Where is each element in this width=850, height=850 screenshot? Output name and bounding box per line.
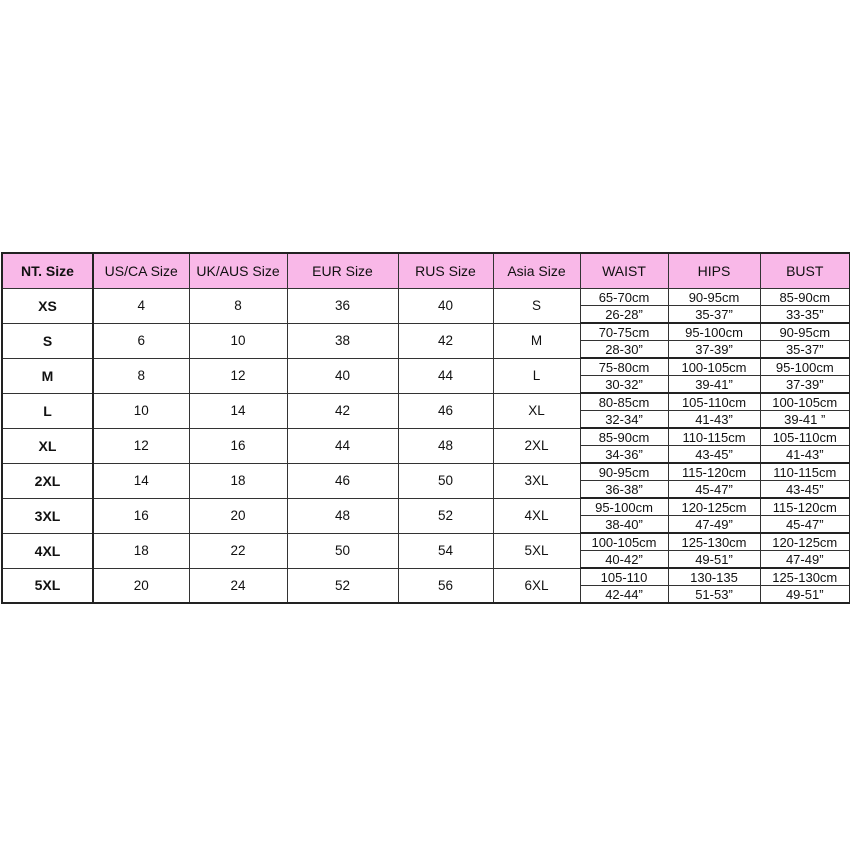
hips-in-cell: 35-37”: [668, 306, 760, 324]
asia-size-cell: 3XL: [493, 463, 580, 498]
nt-size-cell: 2XL: [2, 463, 93, 498]
header-waist: WAIST: [580, 253, 668, 289]
table-row: [2, 533, 850, 551]
eur-size-cell: 40: [287, 358, 398, 393]
nt-size-cell: L: [2, 393, 93, 428]
hips-in-cell: 37-39”: [668, 341, 760, 359]
table-row: [2, 428, 850, 446]
nt-size-cell: 4XL: [2, 533, 93, 568]
hips-in-cell: 47-49”: [668, 516, 760, 534]
waist-in-cell: 42-44”: [580, 586, 668, 604]
header-asia-size: Asia Size: [493, 253, 580, 289]
bust-cm-cell: 125-130cm: [760, 568, 850, 586]
table-body: [2, 289, 850, 604]
nt-size-cell: 5XL: [2, 568, 93, 603]
table-row: [2, 568, 850, 586]
table-row: [2, 289, 850, 306]
uk-aus-size-cell: 8: [189, 289, 287, 324]
us-ca-size-cell: 14: [93, 463, 189, 498]
bust-cm-cell: 110-115cm: [760, 463, 850, 481]
waist-in-cell: 40-42”: [580, 551, 668, 569]
bust-in-cell: 37-39”: [760, 376, 850, 394]
uk-aus-size-cell: 16: [189, 428, 287, 463]
hips-cm-cell: 115-120cm: [668, 463, 760, 481]
bust-cm-cell: 120-125cm: [760, 533, 850, 551]
hips-in-cell: 43-45”: [668, 446, 760, 464]
bust-in-cell: 33-35”: [760, 306, 850, 324]
bust-in-cell: 43-45”: [760, 481, 850, 499]
table-row: [2, 463, 850, 481]
asia-size-cell: 2XL: [493, 428, 580, 463]
uk-aus-size-cell: 18: [189, 463, 287, 498]
header-rus-size: RUS Size: [398, 253, 493, 289]
waist-cm-cell: 85-90cm: [580, 428, 668, 446]
waist-cm-cell: 100-105cm: [580, 533, 668, 551]
table-row: [2, 358, 850, 376]
waist-cm-cell: 95-100cm: [580, 498, 668, 516]
header-row: [2, 253, 850, 289]
hips-cm-cell: 100-105cm: [668, 358, 760, 376]
rus-size-cell: 56: [398, 568, 493, 603]
us-ca-size-cell: 20: [93, 568, 189, 603]
header-bust: BUST: [760, 253, 850, 289]
asia-size-cell: 4XL: [493, 498, 580, 533]
asia-size-cell: XL: [493, 393, 580, 428]
bust-cm-cell: 90-95cm: [760, 323, 850, 341]
hips-cm-cell: 125-130cm: [668, 533, 760, 551]
rus-size-cell: 42: [398, 323, 493, 358]
table-header: [2, 253, 850, 289]
bust-cm-cell: 85-90cm: [760, 289, 850, 306]
hips-in-cell: 39-41”: [668, 376, 760, 394]
uk-aus-size-cell: 14: [189, 393, 287, 428]
eur-size-cell: 36: [287, 289, 398, 324]
rus-size-cell: 50: [398, 463, 493, 498]
waist-in-cell: 32-34”: [580, 411, 668, 429]
rus-size-cell: 48: [398, 428, 493, 463]
asia-size-cell: 6XL: [493, 568, 580, 603]
bust-in-cell: 49-51”: [760, 586, 850, 604]
eur-size-cell: 42: [287, 393, 398, 428]
us-ca-size-cell: 4: [93, 289, 189, 324]
waist-cm-cell: 90-95cm: [580, 463, 668, 481]
hips-in-cell: 41-43”: [668, 411, 760, 429]
bust-cm-cell: 115-120cm: [760, 498, 850, 516]
us-ca-size-cell: 6: [93, 323, 189, 358]
bust-cm-cell: 95-100cm: [760, 358, 850, 376]
bust-cm-cell: 100-105cm: [760, 393, 850, 411]
hips-cm-cell: 120-125cm: [668, 498, 760, 516]
nt-size-cell: S: [2, 323, 93, 358]
us-ca-size-cell: 16: [93, 498, 189, 533]
eur-size-cell: 38: [287, 323, 398, 358]
uk-aus-size-cell: 22: [189, 533, 287, 568]
hips-cm-cell: 130-135: [668, 568, 760, 586]
nt-size-cell: M: [2, 358, 93, 393]
uk-aus-size-cell: 20: [189, 498, 287, 533]
asia-size-cell: 5XL: [493, 533, 580, 568]
asia-size-cell: S: [493, 289, 580, 324]
nt-size-cell: 3XL: [2, 498, 93, 533]
size-chart-table: [1, 252, 850, 604]
header-us-ca-size: US/CA Size: [93, 253, 189, 289]
bust-in-cell: 35-37”: [760, 341, 850, 359]
nt-size-cell: XS: [2, 289, 93, 324]
table-row: [2, 393, 850, 411]
waist-in-cell: 30-32”: [580, 376, 668, 394]
table-row: [2, 323, 850, 341]
eur-size-cell: 44: [287, 428, 398, 463]
us-ca-size-cell: 12: [93, 428, 189, 463]
header-hips: HIPS: [668, 253, 760, 289]
waist-in-cell: 26-28”: [580, 306, 668, 324]
header-eur-size: EUR Size: [287, 253, 398, 289]
bust-in-cell: 45-47”: [760, 516, 850, 534]
bust-cm-cell: 105-110cm: [760, 428, 850, 446]
waist-in-cell: 38-40”: [580, 516, 668, 534]
waist-cm-cell: 105-110: [580, 568, 668, 586]
hips-cm-cell: 95-100cm: [668, 323, 760, 341]
hips-in-cell: 49-51”: [668, 551, 760, 569]
eur-size-cell: 50: [287, 533, 398, 568]
waist-cm-cell: 75-80cm: [580, 358, 668, 376]
bust-in-cell: 39-41 ”: [760, 411, 850, 429]
table-row: [2, 498, 850, 516]
asia-size-cell: L: [493, 358, 580, 393]
asia-size-cell: M: [493, 323, 580, 358]
rus-size-cell: 54: [398, 533, 493, 568]
header-nt-size: NT. Size: [2, 253, 93, 289]
waist-in-cell: 36-38”: [580, 481, 668, 499]
bust-in-cell: 41-43”: [760, 446, 850, 464]
uk-aus-size-cell: 12: [189, 358, 287, 393]
nt-size-cell: XL: [2, 428, 93, 463]
rus-size-cell: 40: [398, 289, 493, 324]
waist-in-cell: 34-36”: [580, 446, 668, 464]
header-uk-aus-size: UK/AUS Size: [189, 253, 287, 289]
rus-size-cell: 46: [398, 393, 493, 428]
hips-cm-cell: 105-110cm: [668, 393, 760, 411]
hips-cm-cell: 110-115cm: [668, 428, 760, 446]
rus-size-cell: 44: [398, 358, 493, 393]
waist-cm-cell: 65-70cm: [580, 289, 668, 306]
bust-in-cell: 47-49”: [760, 551, 850, 569]
uk-aus-size-cell: 24: [189, 568, 287, 603]
hips-cm-cell: 90-95cm: [668, 289, 760, 306]
eur-size-cell: 52: [287, 568, 398, 603]
eur-size-cell: 48: [287, 498, 398, 533]
us-ca-size-cell: 8: [93, 358, 189, 393]
hips-in-cell: 51-53”: [668, 586, 760, 604]
eur-size-cell: 46: [287, 463, 398, 498]
us-ca-size-cell: 18: [93, 533, 189, 568]
rus-size-cell: 52: [398, 498, 493, 533]
us-ca-size-cell: 10: [93, 393, 189, 428]
waist-cm-cell: 70-75cm: [580, 323, 668, 341]
uk-aus-size-cell: 10: [189, 323, 287, 358]
waist-in-cell: 28-30”: [580, 341, 668, 359]
waist-cm-cell: 80-85cm: [580, 393, 668, 411]
hips-in-cell: 45-47”: [668, 481, 760, 499]
